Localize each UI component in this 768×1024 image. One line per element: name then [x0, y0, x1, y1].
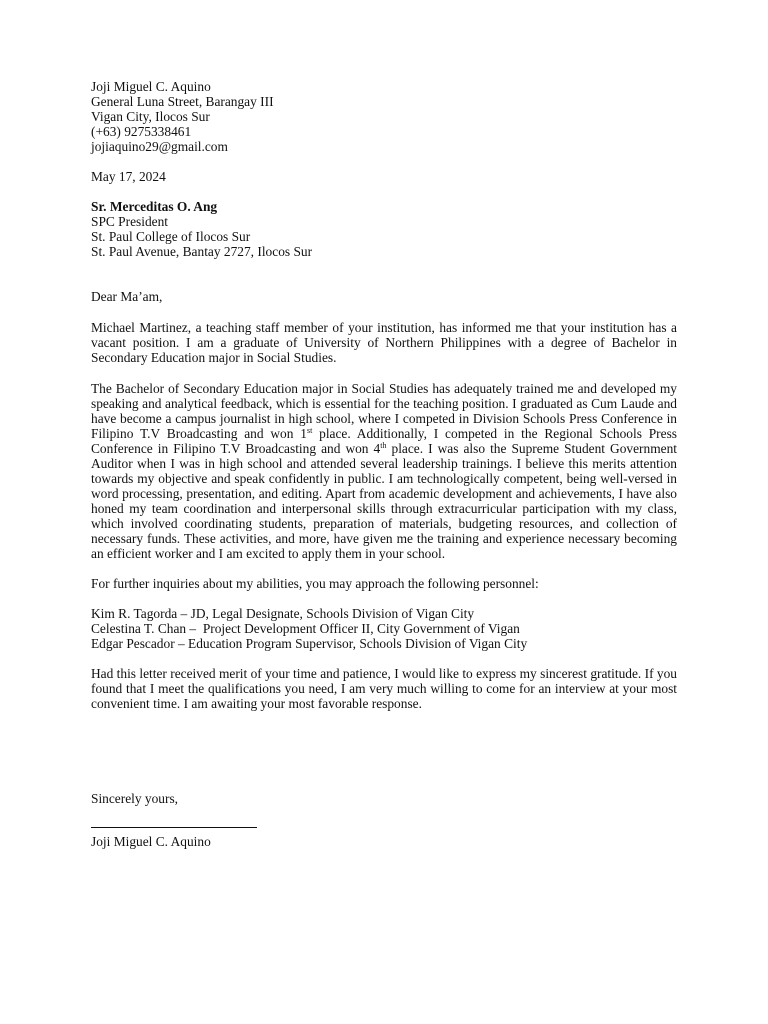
sender-phone: (+63) 9275338461	[91, 124, 192, 139]
recipient-block	[91, 199, 677, 259]
paragraph-closing: Had this letter received merit of your time and patience, I would like to express my sincerest gratitude. If you found that I meet the qualifications you need, I am very much willing to come for an interview at your most convenient time. I am awaiting your most favorable response.	[91, 666, 677, 711]
paragraph-intro: Michael Martinez, a teaching staff member of your institution, has informed me that your institution has a vacant position. I am a graduate of University of Northern Philippines with a degree of Bachelor in Secondary Education major in Social Studies.	[91, 320, 677, 365]
paragraph-qualifications-part-3: place. I was also the Supreme Student Government Auditor when I was in high school and attended several leadership trainings. I believe this merits attention towards my objective and speak confidently in public. I am technologically competent, being well-versed in word processing, presentation, and editing. Apart from academic development and achievements, I have also honed my team coordination and interpersonal skills through extracurricular participation with my class, which involved coordinating students, preparation of materials, budgeting resources, and collection of necessary funds. These activities, and more, have given me the training and experience necessary becoming an efficient worker and I am excited to apply them in your school.	[91, 441, 677, 561]
sender-city: Vigan City, Ilocos Sur	[91, 109, 210, 124]
signature-name: Joji Miguel C. Aquino	[91, 834, 211, 849]
salutation: Dear Ma’am,	[91, 289, 163, 304]
letter-date: May 17, 2024	[91, 169, 166, 184]
reference-item: Kim R. Tagorda – JD, Legal Designate, Schools Division of Vigan City	[91, 606, 475, 621]
closing-phrase: Sincerely yours,	[91, 791, 179, 806]
sender-block	[91, 79, 677, 154]
recipient-institution: St. Paul College of Ilocos Sur	[91, 229, 251, 244]
references-intro: For further inquiries about my abilities, you may approach the following personnel:	[91, 576, 539, 591]
letter-body	[91, 79, 677, 849]
recipient-name: Sr. Merceditas O. Ang	[91, 199, 218, 214]
reference-item: Celestina T. Chan – Project Development Officer II, City Government of Vigan	[91, 621, 520, 636]
sender-street: General Luna Street, Barangay III	[91, 94, 274, 109]
recipient-title: SPC President	[91, 214, 169, 229]
paragraph-qualifications	[91, 381, 677, 561]
reference-item: Edgar Pescador – Education Program Supervisor, Schools Division of Vigan City	[91, 636, 528, 651]
references-list	[91, 606, 677, 651]
ordinal-suffix-first: st	[306, 426, 313, 435]
paragraph-qualifications-part-1: The Bachelor of Secondary Education major in Social Studies has adequately trained me and developed my speaking and analytical feedback, which is essential for the teaching position. I graduated as Cum Laude and have become a campus journalist in high school, where I competed in Division Schools Press Conference in Filipino T.V Broadcasting and won 1	[91, 381, 677, 441]
sender-name: Joji Miguel C. Aquino	[91, 79, 211, 94]
ordinal-suffix-fourth: th	[380, 441, 387, 450]
recipient-address: St. Paul Avenue, Bantay 2727, Ilocos Sur	[91, 244, 313, 259]
sender-email: jojiaquino29@gmail.com	[91, 139, 228, 154]
signature-line	[91, 812, 257, 828]
paragraph-qualifications-part-2: place. Additionally, I competed in the Regional Schools Press Conference in Filipino T.V Broadcasting and won 4	[91, 426, 677, 456]
